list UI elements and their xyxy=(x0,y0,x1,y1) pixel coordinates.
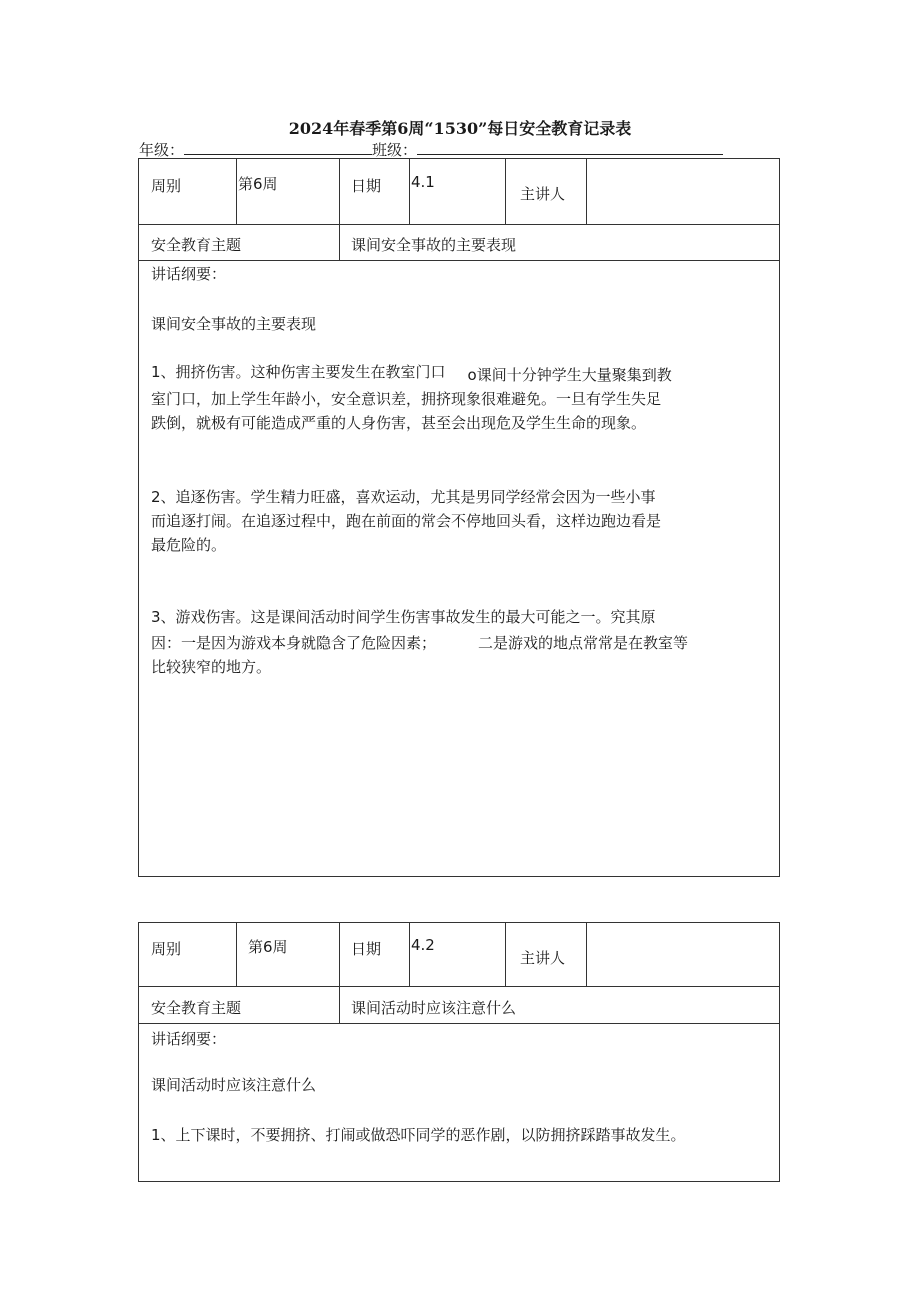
grade-blank xyxy=(184,140,372,155)
date-value: 4.2 xyxy=(411,936,435,954)
speaker-label: 主讲人 xyxy=(520,949,566,967)
class-label: 班级： xyxy=(372,141,418,159)
speaker-label: 主讲人 xyxy=(520,185,566,203)
paragraph-1-line-3: 跌倒，就极有可能造成严重的人身伤害，甚至会出现危及学生生命的现象。 xyxy=(151,414,647,432)
p1-part-b: o课间十分钟学生大量聚集到教 xyxy=(467,366,672,384)
paragraph-2-line-2: 而追逐打闹。在追逐过程中，跑在前面的常会不停地回头看，这样边跑边看是 xyxy=(151,512,662,530)
grade-class-line xyxy=(139,139,723,160)
p3-part-b: 因：一是因为游戏本身就隐含了危险因素； xyxy=(151,634,437,652)
record-table-1 xyxy=(138,158,780,877)
p1-part-a: 1、拥挤伤害。这种伤害主要发生在教室门口 xyxy=(151,363,446,381)
week-value: 第6周 xyxy=(238,175,278,193)
paragraph-1-line-1: 1、上下课时，不要拥挤、打闹或做恐吓同学的恶作剧，以防拥挤踩踏事故发生。 xyxy=(151,1126,686,1144)
page-title: 2024年春季第6周“1530”每日安全教育记录表 xyxy=(288,119,632,138)
paragraph-2-line-3: 最危险的。 xyxy=(151,536,227,554)
topic-label: 安全教育主题 xyxy=(151,236,242,254)
outline-heading: 课间活动时应该注意什么 xyxy=(151,1076,317,1094)
topic-value: 课间安全事故的主要表现 xyxy=(351,236,517,254)
paragraph-3-line-2 xyxy=(151,631,751,655)
paragraph-3-line-1: 3、游戏伤害。这是课间活动时间学生伤害事故发生的最大可能之一。究其原 xyxy=(151,608,656,626)
outline-label: 讲话纲要： xyxy=(151,265,227,283)
record-table-2 xyxy=(138,922,780,1182)
grade-label: 年级： xyxy=(139,141,185,159)
date-label: 日期 xyxy=(351,940,382,958)
topic-label: 安全教育主题 xyxy=(151,999,242,1017)
paragraph-2-line-1: 2、追逐伤害。学生精力旺盛，喜欢运动，尤其是男同学经常会因为一些小事 xyxy=(151,488,656,506)
paragraph-1-line-2: 室门口，加上学生年龄小，安全意识差，拥挤现象很难避免。一旦有学生失足 xyxy=(151,390,662,408)
topic-value: 课间活动时应该注意什么 xyxy=(351,999,517,1017)
week-value: 第6周 xyxy=(248,938,288,956)
p3-part-c: 二是游戏的地点常常是在教室等 xyxy=(478,634,689,652)
outline-label: 讲话纲要： xyxy=(151,1030,227,1048)
date-value: 4.1 xyxy=(411,173,435,191)
paragraph-3-line-3: 比较狭窄的地方。 xyxy=(151,658,272,676)
class-blank xyxy=(417,140,723,155)
week-label: 周别 xyxy=(151,940,182,958)
date-label: 日期 xyxy=(351,177,382,195)
paragraph-1-line-1 xyxy=(151,360,751,384)
outline-heading: 课间安全事故的主要表现 xyxy=(151,315,317,333)
week-label: 周别 xyxy=(151,177,182,195)
